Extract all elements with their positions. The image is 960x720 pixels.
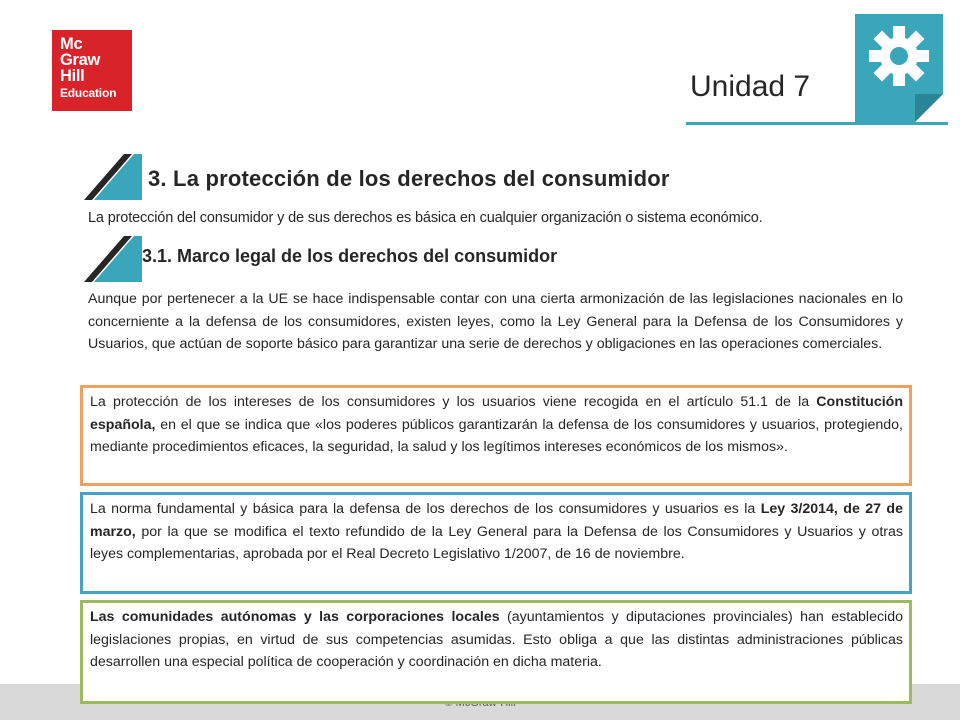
body-paragraph: Aunque por pertenecer a la UE se hace indispensable contar con una cierta armonización de las legislaciones nacionales en lo concerniente a la defensa de los consumidores, existen leyes, como la Ley General para la Defensa de los Consumidores y Usuarios, que actúan de soporte básico para garantizar una serie de derechos y obligaciones en las operaciones comerciales. bbox=[88, 291, 903, 352]
gear-document-icon bbox=[855, 14, 943, 122]
unit-title-underline bbox=[686, 122, 948, 125]
regional-box: Las comunidades autónomas y las corporaciones locales (ayuntamientos y diputaciones provinciales) han establecido legislaciones propias, en virtud de sus competencias asumidas. Esto obliga a que las distintas administraciones públicas desarrollen una especial política de cooperación y coordinación en dicha materia. bbox=[80, 600, 912, 704]
subheading-stripe-icon bbox=[80, 234, 142, 284]
heading-stripe-icon bbox=[80, 152, 142, 202]
section-heading: 3. La protección de los derechos del consumidor bbox=[148, 166, 670, 191]
mcgraw-hill-logo: Mc Graw Hill Education bbox=[52, 30, 132, 111]
section-intro: La protección del consumidor y de sus derechos es básica en cualquier organización o sistema económico. bbox=[88, 210, 763, 226]
law-box: La norma fundamental y básica para la defensa de los derechos de los consumidores y usuarios es la Ley 3/2014, de 27 de marzo, por la que se modifica el texto refundido de la Ley General para la Defensa de los Consumidores y Usuarios y otras leyes complementarias, aprobada por el Real Decreto Legislativo 1/2007, de 16 de noviembre. bbox=[80, 492, 912, 594]
constitution-box: La protección de los intereses de los consumidores y los usuarios viene recogida en el artículo 51.1 de la Constitución española, en el que se indica que «los poderes públicos garantizarán la defensa de los consumidores y usuarios, protegiendo, mediante procedimientos eficaces, la seguridad, la salud y los legítimos intereses económicos de los mismos». bbox=[80, 385, 912, 486]
unit-title: Unidad 7 bbox=[690, 70, 811, 103]
subsection-heading: 3.1. Marco legal de los derechos del consumidor bbox=[142, 246, 558, 266]
